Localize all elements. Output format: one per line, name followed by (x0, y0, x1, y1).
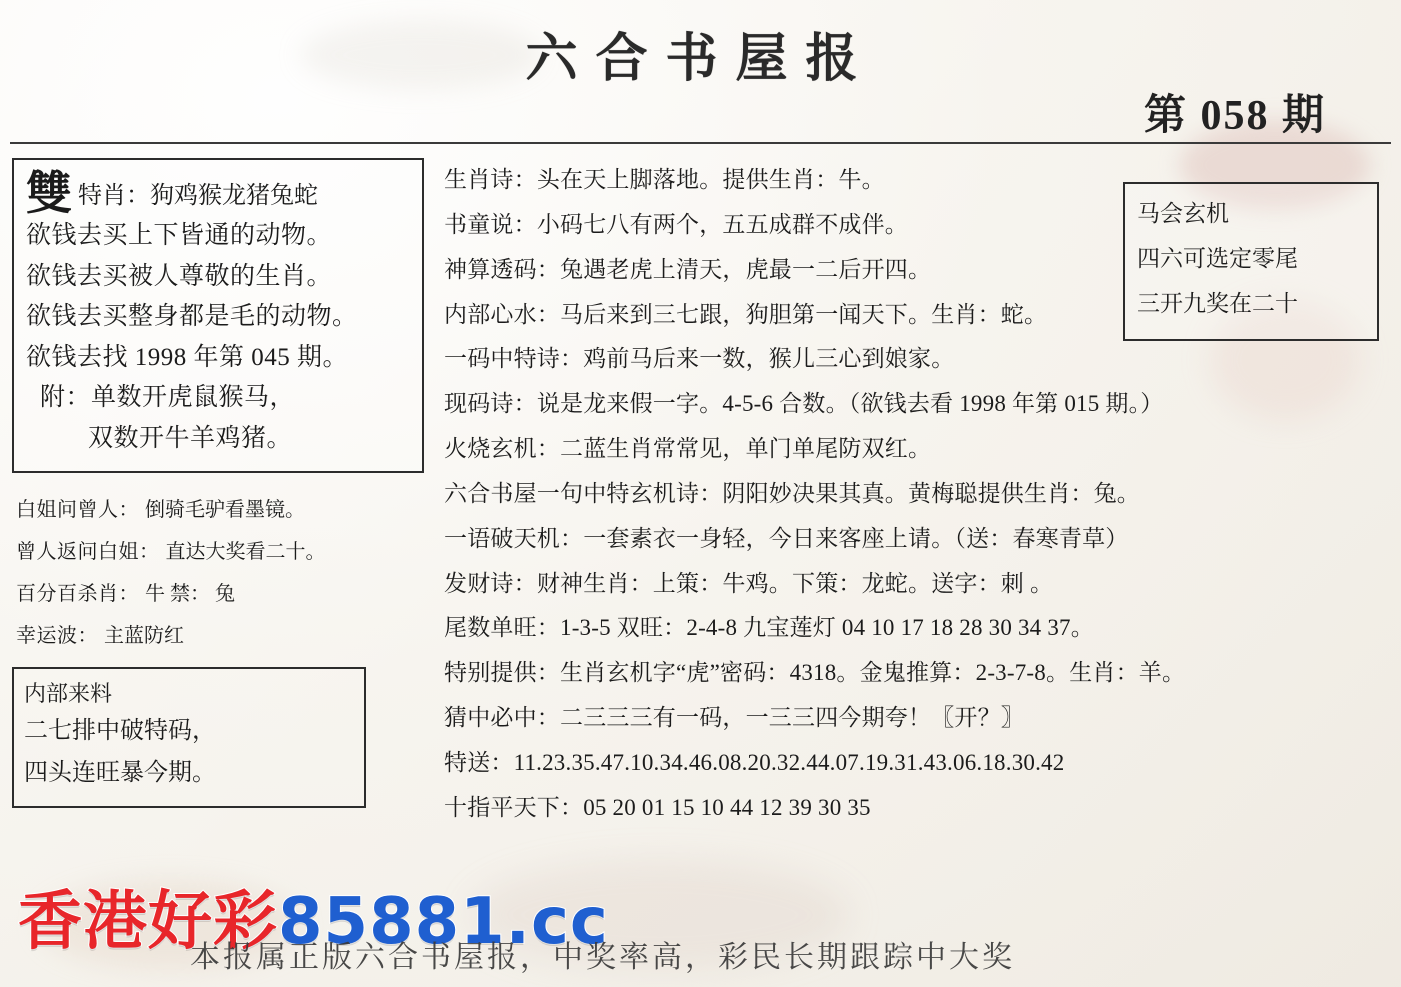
internal-tip-line-1: 二七排中破特码， (24, 718, 216, 744)
special-zodiac-lead (26, 166, 410, 220)
entry-label-3: 神算透码： (444, 256, 560, 282)
page-title: 六合书屋报 (525, 28, 876, 89)
lucky-wave-value: 主蓝防红 (104, 625, 184, 647)
double-char-glyph: 雙 (26, 166, 72, 220)
entry-label-9: 一语破天机： (444, 525, 584, 551)
qa-value-1: 倒骑毛驴看墨镜。 (145, 499, 305, 521)
watermark-domain: 85881.cc (278, 885, 609, 959)
qa-label-1: 白姐问曾人： (16, 499, 139, 521)
entry-guess-sure-hit (444, 696, 1394, 741)
qa-label-2: 曾人返问白姐： (16, 541, 160, 563)
qa-line-1 (16, 489, 424, 531)
horse-box-line-1: 马会玄机 (1137, 201, 1229, 226)
entry-label-13: 猜中必中： (444, 705, 560, 731)
kill-zodiac-label: 百分百杀肖： (16, 583, 139, 605)
horse-box-line-3: 三开九奖在二十 (1137, 290, 1298, 316)
entry-label-2: 书童说： (444, 211, 537, 237)
entry-text-8: 阴阳妙决果其真。黄梅聪提供生肖：兔。 (722, 480, 1141, 506)
special-zodiac-value: 狗鸡猴龙猪兔蛇 (150, 183, 318, 209)
lucky-wave-line (16, 615, 424, 657)
horse-box-line-2: 四六可选定零尾 (1137, 245, 1298, 271)
watermark-brand: 香港好彩 (18, 885, 278, 959)
entry-text-14: 11.23.35.47.10.34.46.08.20.32.44.07.19.31.43.06.18.30.42 (513, 749, 1065, 775)
entry-secret-phrase (444, 517, 1394, 562)
kill-zodiac-value: 牛 禁： 兔 (145, 583, 235, 605)
left-middle-lines (12, 489, 424, 657)
entry-fire-mystery (444, 427, 1394, 472)
entry-label-15: 十指平天下： (444, 794, 584, 820)
entry-label-1: 生肖诗： (444, 167, 537, 192)
entry-special-offer (444, 651, 1394, 696)
appendix-label: 附： (40, 384, 92, 411)
header-divider (10, 142, 1391, 144)
entry-label-11: 尾数单旺： (444, 615, 560, 641)
appendix-line-2: 双数开牛羊鸡猪。 (88, 424, 293, 452)
internal-tip-title: 内部来料 (24, 681, 113, 706)
entry-label-10: 发财诗： (444, 570, 537, 596)
entry-text-10: 财神生肖：上策：牛鸡。下策：龙蛇。送字：刺 。 (536, 570, 1054, 596)
appendix-line-1 (26, 378, 410, 419)
masthead (0, 16, 1401, 91)
hint-line-4: 欲钱去找 1998 年第 045 期。 (26, 343, 349, 371)
qa-line-2 (16, 531, 424, 573)
special-zodiac-box (12, 158, 424, 473)
entry-single-code-poem (444, 337, 1394, 382)
entry-label-7: 火烧玄机： (444, 436, 560, 462)
appendix-text-1: 单数开虎鼠猴马， (91, 384, 296, 411)
entry-label-4: 内部心水： (444, 301, 560, 327)
entry-house-poem (444, 472, 1394, 517)
entry-text-13: 二三三三有一码，一三三四今期夸！〖开？〗 (560, 705, 1024, 731)
entry-text-7: 二蓝生肖常常见，单门单尾防双红。 (560, 436, 932, 462)
entry-text-4: 马后来到三七跟，狗胆第一闻天下。生肖：蛇。 (560, 301, 1048, 327)
footer-slogan: 本报属正版六合书屋报，中奖率高，彩民长期跟踪中大奖 (190, 940, 1015, 975)
entry-text-6: 说是龙来假一字。4-5-6 合数。（欲钱去看 1998 年第 015 期。） (536, 391, 1164, 417)
entry-label-6: 现码诗： (444, 391, 537, 417)
entry-label-12: 特别提供： (444, 660, 560, 686)
entry-label-5: 一码中特诗： (444, 346, 584, 372)
internal-tip-box (12, 667, 366, 808)
entry-tail-numbers (444, 606, 1394, 651)
kill-zodiac-line (16, 573, 424, 615)
hint-line-2: 欲钱去买被人尊敬的生肖。 (26, 262, 333, 290)
entry-text-2: 小码七八有两个，五五成群不成伴。 (536, 211, 909, 237)
entry-text-1: 头在天上脚落地。提供生肖：牛。 (536, 167, 885, 192)
qa-value-2: 直达大奖看二十。 (165, 541, 326, 563)
entry-text-3: 兔遇老虎上清天，虎最一二后开四。 (560, 256, 932, 282)
entry-label-14: 特送： (444, 749, 514, 775)
entry-text-15: 05 20 01 15 10 44 12 39 30 35 (583, 794, 871, 820)
hint-line-1: 欲钱去买上下皆通的动物。 (26, 222, 333, 249)
entry-fortune-poem (444, 562, 1394, 607)
left-column (12, 158, 424, 808)
hint-line-3: 欲钱去买整身都是毛的动物。 (26, 303, 358, 330)
entry-ten-fingers (444, 786, 1394, 831)
entry-special-send (444, 741, 1394, 786)
entry-current-code-poem (444, 382, 1394, 427)
internal-tip-line-2: 四头连旺暴今期。 (24, 760, 216, 786)
entry-text-5: 鸡前马后来一数，猴儿三心到娘家。 (583, 346, 955, 372)
issue-number: 第 058 期 (1143, 93, 1326, 139)
entry-label-8: 六合书屋一句中特玄机诗： (444, 480, 723, 506)
special-zodiac-label: 特肖： (78, 183, 150, 209)
entry-text-12: 生肖玄机字“虎”密码：4318。金鬼推算：2-3-7-8。生肖：羊。 (560, 660, 1186, 686)
entry-text-11: 1-3-5 双旺：2-4-8 九宝莲灯 04 10 17 18 28 30 34 37。 (560, 615, 1094, 641)
lucky-wave-label: 幸运波： (16, 625, 98, 647)
horse-association-box (1123, 182, 1379, 341)
entry-text-9: 一套素衣一身轻，今日来客座上请。（送：春寒青草） (583, 525, 1129, 551)
